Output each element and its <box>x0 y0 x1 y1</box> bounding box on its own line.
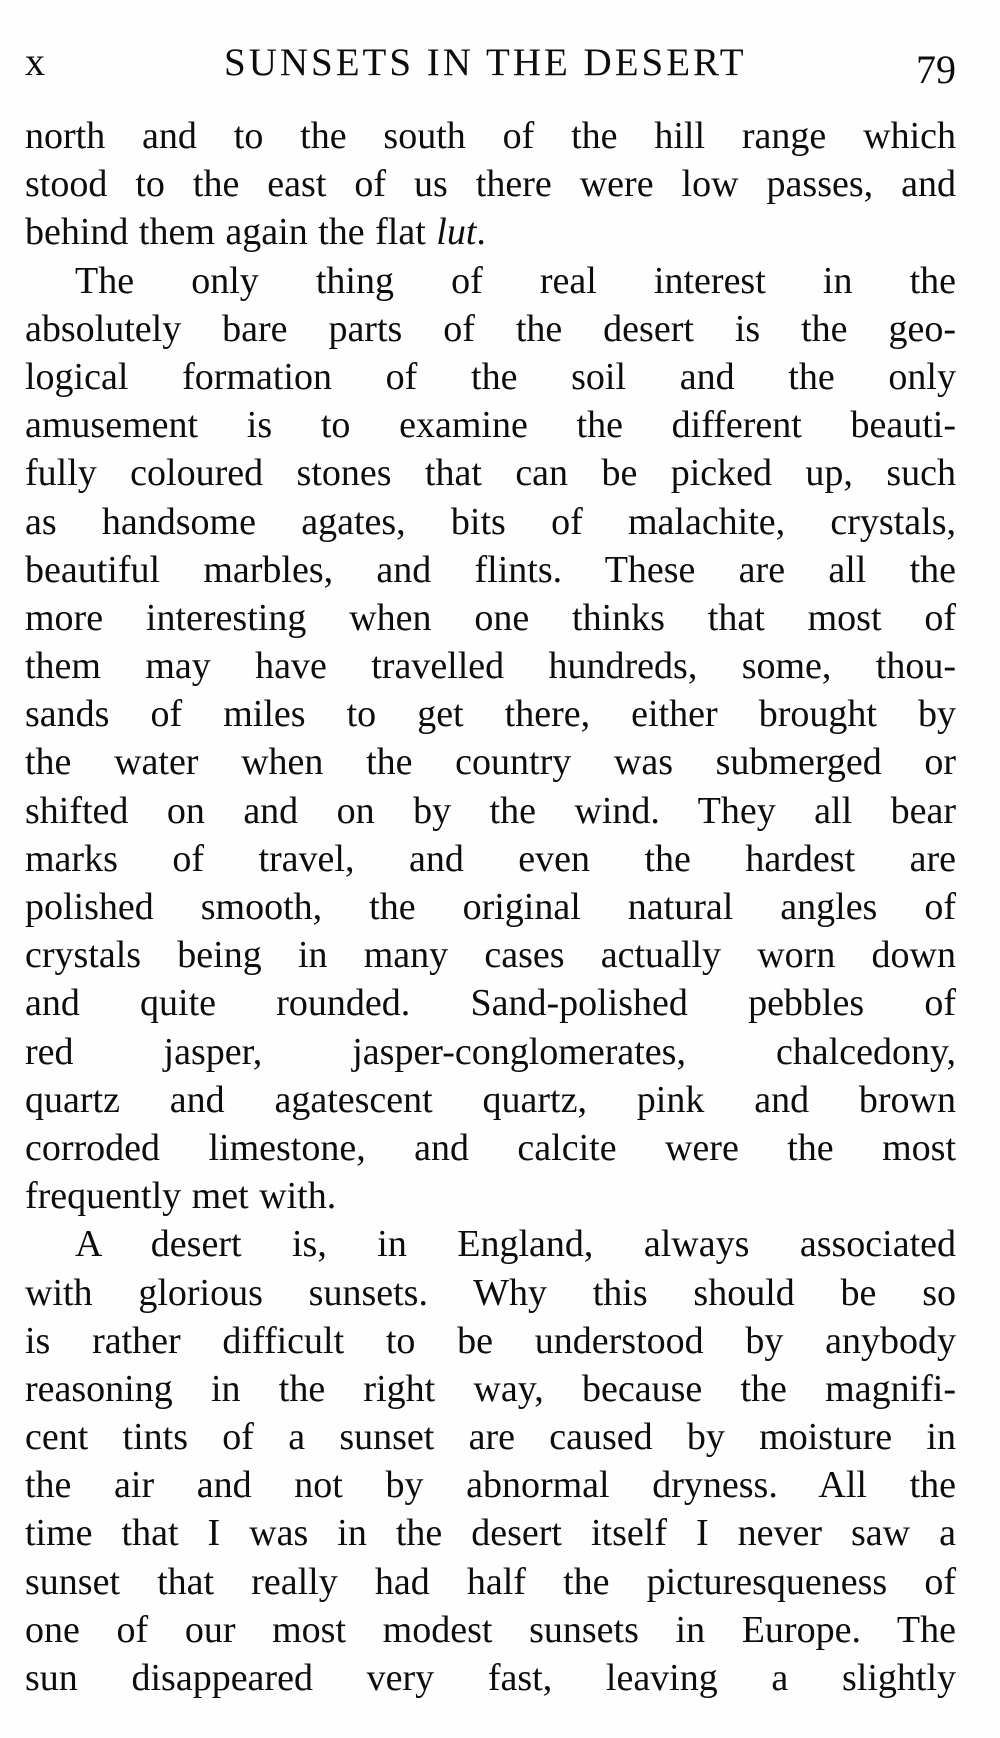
text-line <box>25 257 956 305</box>
text-line <box>25 1461 956 1509</box>
text-segment: them may have travelled hundreds, some, thou- <box>25 645 956 688</box>
text-segment: is rather difficult to be understood by anybody <box>25 1319 956 1362</box>
text-line <box>25 1365 956 1413</box>
text-line <box>25 1220 956 1268</box>
text-segment: . <box>476 211 486 254</box>
text-line <box>25 883 956 931</box>
text-line <box>25 498 956 546</box>
running-header <box>25 36 956 92</box>
text-line <box>25 931 956 979</box>
text-segment: marks of travel, and even the hardest are <box>25 837 956 880</box>
text-line <box>25 112 956 160</box>
text-segment: with glorious sunsets. Why this should be so <box>25 1271 956 1314</box>
text-segment: as handsome agates, bits of malachite, crystals, <box>25 500 956 543</box>
text-segment: shifted on and on by the wind. They all bear <box>25 789 956 832</box>
text-segment: and quite rounded. Sand-polished pebbles of <box>25 982 956 1025</box>
text-line <box>25 546 956 594</box>
text-line <box>25 642 956 690</box>
text-segment: the water when the country was submerged or <box>25 741 956 784</box>
text-segment: quartz and agatescent quartz, pink and brown <box>25 1078 956 1121</box>
text-line <box>25 1317 956 1365</box>
text-line <box>25 738 956 786</box>
text-segment: The only thing of real interest in the <box>75 259 956 302</box>
text-segment: red jasper, jasper-conglomerates, chalcedony, <box>25 1030 956 1073</box>
text-line <box>25 1509 956 1557</box>
text-segment: behind them again the flat <box>25 211 437 254</box>
text-line <box>25 1606 956 1654</box>
text-segment: sun disappeared very fast, leaving a slightly <box>25 1657 956 1699</box>
text-line <box>25 305 956 353</box>
text-segment: amusement is to examine the different beauti- <box>25 404 956 447</box>
text-line <box>25 835 956 883</box>
text-segment: reasoning in the right way, because the magnifi- <box>25 1367 956 1410</box>
text-segment: crystals being in many cases actually worn down <box>25 934 956 977</box>
text-line <box>25 401 956 449</box>
text-line <box>25 1124 956 1172</box>
text-line <box>25 1413 956 1461</box>
text-line <box>25 353 956 401</box>
text-segment: more interesting when one thinks that most of <box>25 596 956 639</box>
text-segment: beautiful marbles, and flints. These are all the <box>25 548 956 591</box>
text-segment: north and to the south of the hill range which <box>25 115 956 157</box>
text-line <box>25 690 956 738</box>
text-line <box>25 787 956 835</box>
text-segment: polished smooth, the original natural angles of <box>25 886 956 928</box>
text-segment: A desert is, in England, always associated <box>75 1223 956 1266</box>
text-line <box>25 1269 956 1317</box>
text-line <box>25 449 956 497</box>
text-line <box>25 1172 956 1220</box>
page-number: 79 <box>916 47 956 92</box>
text-line <box>25 594 956 642</box>
text-line <box>25 1028 956 1076</box>
chapter-number: x <box>25 39 45 84</box>
text-line <box>25 160 956 208</box>
text-segment: cent tints of a sunset are caused by moisture in <box>25 1416 956 1459</box>
text-segment: frequently met with. <box>25 1175 337 1218</box>
text-line <box>25 979 956 1027</box>
text-segment: time that I was in the desert itself I never saw a <box>25 1512 956 1555</box>
text-line <box>25 1654 956 1702</box>
italic-term: lut <box>436 211 477 254</box>
text-segment: sands of miles to get there, either brought by <box>25 693 956 736</box>
running-title: SUNSETS IN THE DESERT <box>224 41 747 84</box>
text-segment: the air and not by abnormal dryness. All the <box>25 1464 956 1507</box>
text-line <box>25 1558 956 1606</box>
text-segment: sunset that really had half the picturesqueness of <box>25 1560 956 1603</box>
page-body-text <box>25 112 956 1702</box>
text-segment: corroded limestone, and calcite were the most <box>25 1126 956 1169</box>
text-line <box>25 1076 956 1124</box>
text-segment: fully coloured stones that can be picked up, such <box>25 452 956 495</box>
text-segment: one of our most modest sunsets in Europe. The <box>25 1608 956 1651</box>
text-segment: logical formation of the soil and the only <box>25 355 956 398</box>
text-segment: absolutely bare parts of the desert is the geo- <box>25 307 956 350</box>
text-line <box>25 208 956 256</box>
text-segment: stood to the east of us there were low passes, and <box>25 163 956 206</box>
